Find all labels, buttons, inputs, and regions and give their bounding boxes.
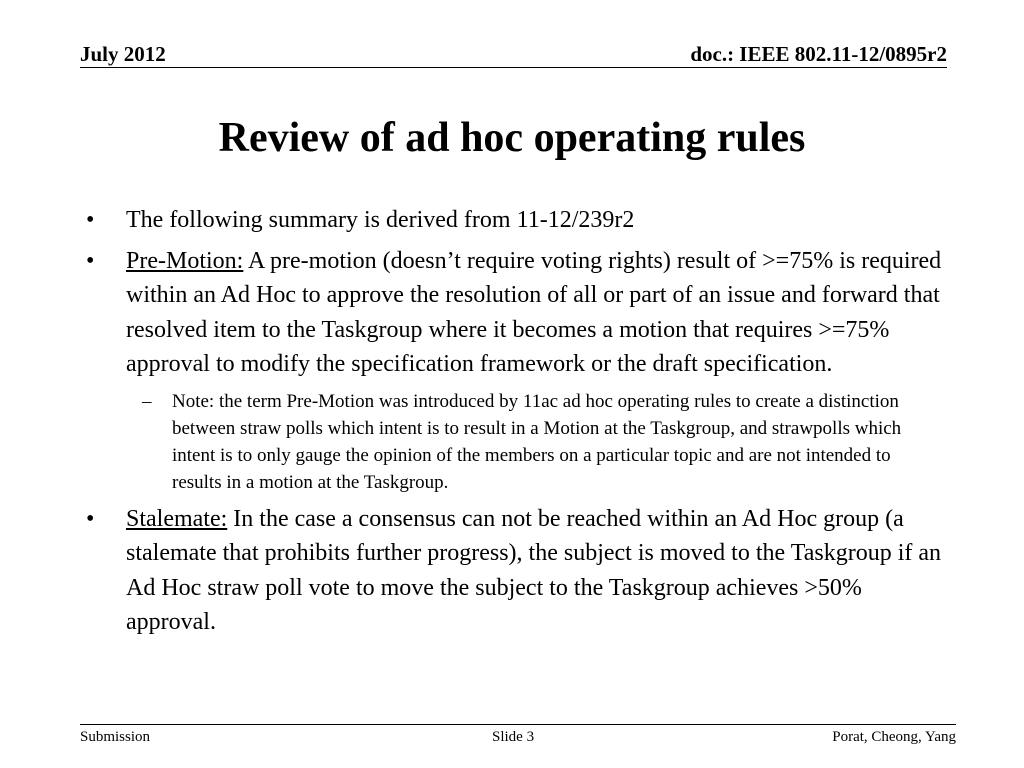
bullet-list [86,203,946,640]
header-divider [80,67,947,68]
bullet-marker: • [86,505,95,532]
bullet-marker: • [86,247,95,274]
slide-body [86,203,946,646]
sub-bullet-item-note [126,388,936,496]
header-date: July 2012 [80,42,166,66]
bullet-text: The following summary is derived from 11-12/239r2 [126,207,635,233]
bullet-text: A pre-motion (doesn’t require voting rights) result of >=75% is required within an Ad Hoc to approve the resolution of all or part of an issue and forward that resolved item to the Taskgroup where it becomes a motion that requires >=75% approval to modify the specification framework or the draft specification. [126,247,942,377]
bullet-marker: • [86,207,95,233]
bullet-item-source [86,203,946,238]
footer-slide-number: Slide 3 [492,729,535,745]
bullet-text: In the case a consensus can not be reached within an Ad Hoc group (a stalemate that prohibits further progress), the subject is moved to the Taskgroup if an Ad Hoc straw poll vote to move the subject to the Taskgroup achieves >50% approval. [126,505,942,635]
pre-motion-term: Pre-Motion: [126,247,244,274]
header-doc-id: doc.: IEEE 802.11-12/0895r2 [690,42,947,66]
footer-submission: Submission [80,729,151,745]
stalemate-term: Stalemate: [126,505,228,532]
bullet-item-stalemate [86,502,946,640]
bullet-item-pre-motion [86,244,946,496]
sub-bullet-marker: – [142,390,152,412]
footer-authors: Porat, Cheong, Yang [832,729,956,745]
footer-divider [80,724,956,725]
sub-bullet-list [126,388,946,496]
sub-bullet-text: Note: the term Pre-Motion was introduced by 11ac ad hoc operating rules to create a distinction between straw polls which intent is to result in a Motion at the Taskgroup, and strawpolls which intent is to only gauge the opinion of the members on a particular topic and are not intended to results in a motion at the Taskgroup. [172,390,902,493]
slide-title: Review of ad hoc operating rules [218,115,806,161]
